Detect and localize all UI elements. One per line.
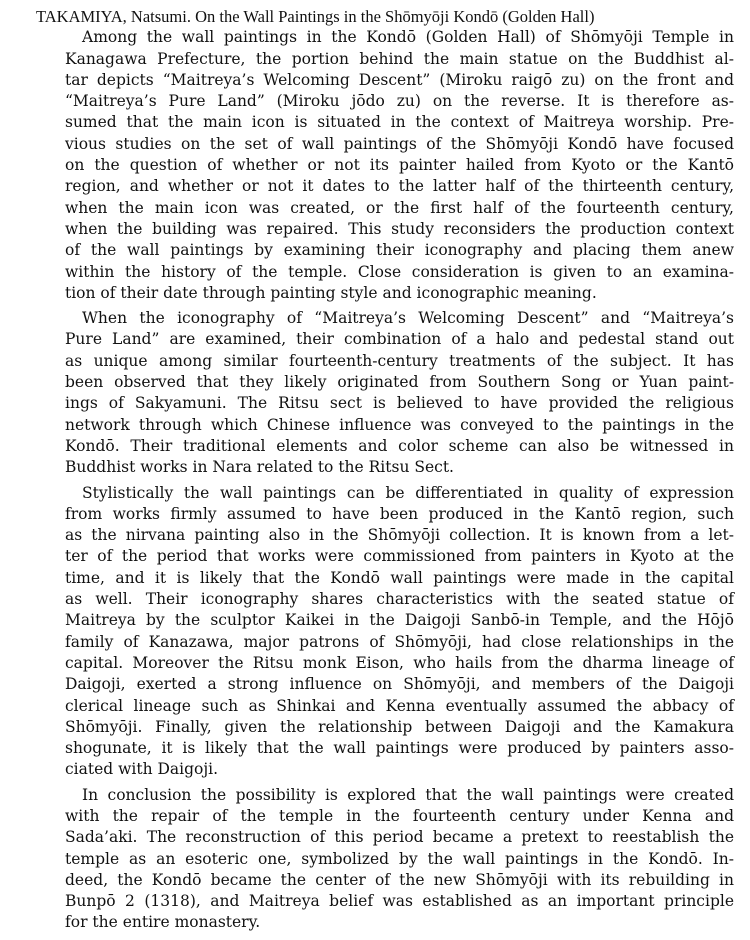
paragraph-line: within the history of the temple. Close consideration is given to an examina- xyxy=(65,262,734,281)
paragraph-line: “Maitreya’s Pure Land” (Miroku jōdo zu) on the reverse. It is therefore as- xyxy=(65,92,734,111)
paragraph-line: deed, the Kondō became the center of the new Shōmyōji with its rebuilding in xyxy=(65,870,734,889)
paragraph-line: Maitreya by the sculptor Kaikei in the Daigoji Sanbō-in Temple, and the Hōjō xyxy=(65,611,734,630)
paragraph-line: Daigoji, exerted a strong influence on Shōmyōji, and members of the Daigoji xyxy=(65,675,734,694)
abstract-paragraph-2 xyxy=(36,308,734,478)
paragraph-line: In conclusion the possibility is explored that the wall paintings were created xyxy=(82,785,734,804)
paragraph-line: family of Kanazawa, major patrons of Shōmyōji, had close relationships in the xyxy=(65,632,734,651)
abstract-paragraph-3 xyxy=(36,483,734,781)
paragraph-line: ings of Sakyamuni. The Ritsu sect is believed to have provided the religious xyxy=(65,394,734,413)
paragraph-line: of the wall paintings by examining their iconography and placing them anew xyxy=(65,241,734,260)
paragraph-line: for the entire monastery. xyxy=(65,913,261,932)
paragraph-line: with the repair of the temple in the fourteenth century under Kenna and xyxy=(65,806,734,825)
paragraph-line: on the question of whether or not its painter hailed from Kyoto or the Kantō xyxy=(65,156,734,175)
paragraph-line: Among the wall paintings in the Kondō (Golden Hall) of Shōmyōji Temple in xyxy=(82,28,734,47)
paragraph-line: from works firmly assumed to have been produced in the Kantō region, such xyxy=(65,504,734,523)
paragraph-line: tion of their date through painting style and iconographic meaning. xyxy=(65,283,597,302)
paragraph-line: as unique among similar fourteenth-century treatments of the subject. It has xyxy=(65,351,734,370)
article-title-line: TAKAMIYA, Natsumi. On the Wall Paintings in the Shōmyōji Kondō (Golden Hall) xyxy=(36,7,595,26)
paragraph-line: Buddhist works in Nara related to the Ritsu Sect. xyxy=(65,458,454,477)
paragraph-line: Sada’aki. The reconstruction of this period became a pretext to reestablish the xyxy=(65,828,734,847)
paragraph-line: When the iconography of “Maitreya’s Welcoming Descent” and “Maitreya’s xyxy=(82,309,734,328)
paragraph-line: Kanagawa Prefecture, the portion behind the main statue on the Buddhist al- xyxy=(65,49,734,68)
paragraph-line: time, and it is likely that the Kondō wall paintings were made in the capital xyxy=(65,568,734,587)
paragraph-line: been observed that they likely originated from Southern Song or Yuan paint- xyxy=(65,373,734,392)
paragraph-line: ter of the period that works were commissioned from painters in Kyoto at the xyxy=(65,547,734,566)
paragraph-line: when the main icon was created, or the first half of the fourteenth century, xyxy=(65,198,734,217)
paragraph-line: Stylistically the wall paintings can be differentiated in quality of expression xyxy=(82,483,734,502)
paragraph-line: Shōmyōji. Finally, given the relationship between Daigoji and the Kamakura xyxy=(65,717,734,736)
paragraph-line: ciated with Daigoji. xyxy=(65,760,219,779)
paragraph-line: region, and whether or not it dates to the latter half of the thirteenth century, xyxy=(65,177,734,196)
paragraph-line: capital. Moreover the Ritsu monk Eison, who hails from the dharma lineage of xyxy=(65,653,734,672)
paragraph-line: Kondō. Their traditional elements and color scheme can also be witnessed in xyxy=(65,436,734,455)
abstract-paragraph-4 xyxy=(36,785,734,934)
paragraph-line: temple as an esoteric one, symbolized by the wall paintings in the Kondō. In- xyxy=(65,849,734,868)
paragraph-line: Pure Land” are examined, their combination of a halo and pedestal stand out xyxy=(65,330,734,349)
paragraph-line: sumed that the main icon is situated in the context of Maitreya worship. Pre- xyxy=(65,113,734,132)
paragraph-line: as well. Their iconography shares characteristics with the seated statue of xyxy=(65,590,734,609)
paragraph-line: as the nirvana painting also in the Shōmyōji collection. It is known from a let- xyxy=(65,526,734,545)
paragraph-line: shogunate, it is likely that the wall paintings were produced by painters asso- xyxy=(65,739,734,758)
paragraph-line: when the building was repaired. This study reconsiders the production context xyxy=(65,219,734,238)
paragraph-line: Bunpō 2 (1318), and Maitreya belief was established as an important principle xyxy=(65,892,734,911)
paragraph-line: tar depicts “Maitreya’s Welcoming Descent” (Miroku raigō zu) on the front and xyxy=(65,70,734,89)
paragraph-line: vious studies on the set of wall paintings of the Shōmyōji Kondō have focused xyxy=(65,134,734,153)
abstract-paragraph-1 xyxy=(36,27,734,304)
paragraph-line: clerical lineage such as Shinkai and Kenna eventually assumed the abbacy of xyxy=(65,696,734,715)
paragraph-line: network through which Chinese influence was conveyed to the paintings in the xyxy=(65,415,734,434)
